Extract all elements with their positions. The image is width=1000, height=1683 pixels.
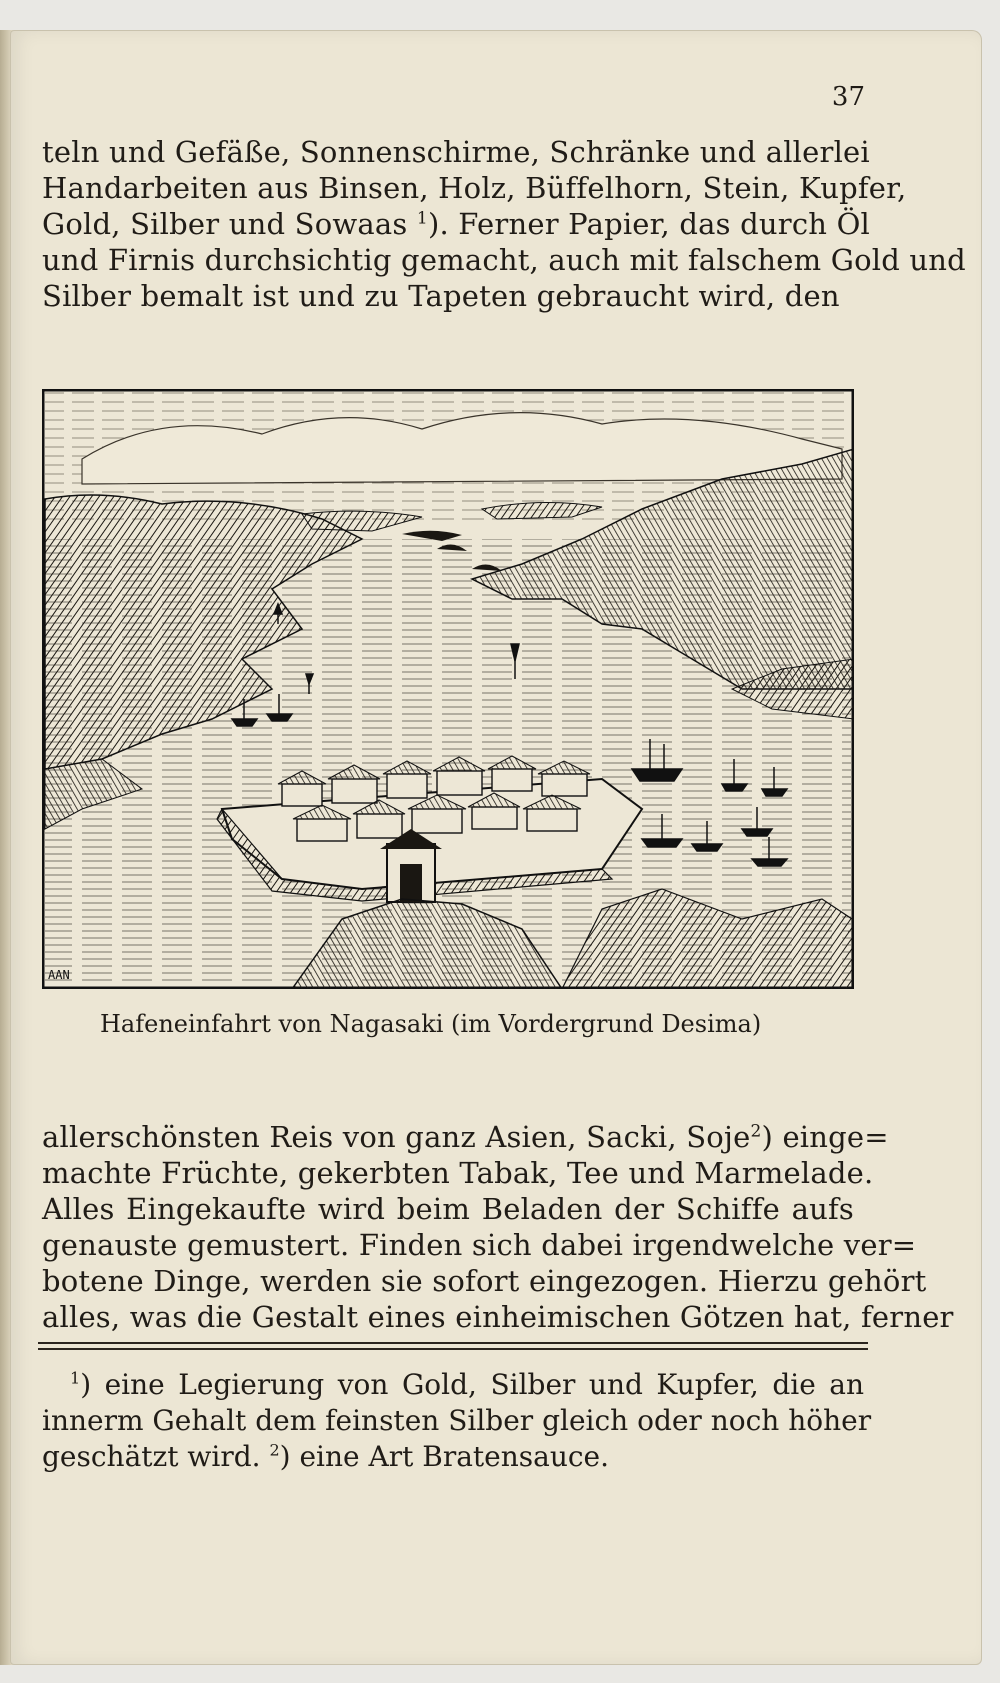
text-line-7: machte Früchte, gekerbten Tabak, Tee und Marmelade. — [42, 1156, 874, 1190]
text-line-10: botene Dinge, werden sie sofort eingezogen. Hierzu gehört — [42, 1264, 927, 1298]
text-line-6-head: allerschönsten Reis von ganz Asien, Sacki, Soje — [42, 1120, 751, 1154]
page-number: 37 — [831, 82, 865, 112]
footnote-ref-2: 2 — [750, 1121, 762, 1142]
footnote-rule-top — [38, 1342, 868, 1344]
text-line-3-head: Gold, Silber und Sowaas — [42, 207, 408, 241]
footnote-ref-1: 1 — [416, 208, 428, 229]
text-line-3 — [42, 207, 871, 241]
footnote-line-1 — [42, 1368, 864, 1401]
harbor-illustration — [42, 389, 854, 989]
text-line-9: genauste gemustert. Finden sich dabei irgendwelche ver= — [42, 1228, 917, 1262]
text-line-8: Alles Eingekaufte wird beim Beladen der Schiffe aufs — [42, 1192, 854, 1226]
footnote-line-3-head: geschätzt wird. — [42, 1440, 261, 1473]
footnote-rule-bottom — [38, 1348, 868, 1350]
text-line-11: alles, was die Gestalt eines einheimischen Götzen hat, ferner — [42, 1300, 954, 1334]
footnote-1-text: ) eine Legierung von Gold, Silber und Kupfer, die an — [80, 1368, 864, 1401]
footnote-1-marker: 1 — [70, 1368, 81, 1388]
illustration-signature: AAN — [48, 968, 70, 982]
figure-caption: Hafeneinfahrt von Nagasaki (im Vordergrund Desima) — [100, 1010, 762, 1038]
footnote-2-text: ) eine Art Bratensauce. — [279, 1440, 610, 1473]
footnote-line-2: innerm Gehalt dem feinsten Silber gleich oder noch höher — [42, 1404, 872, 1437]
footnote-line-3 — [42, 1440, 864, 1473]
text-line-2: Handarbeiten aus Binsen, Holz, Büffelhorn, Stein, Kupfer, — [42, 171, 907, 205]
text-line-4: und Firnis durchsichtig gemacht, auch mit falschem Gold und — [42, 243, 966, 277]
text-line-6 — [42, 1120, 889, 1154]
text-line-3-tail: ). Ferner Papier, das durch Öl — [427, 207, 871, 241]
text-line-1: teln und Gefäße, Sonnenschirme, Schränke und allerlei — [42, 135, 870, 169]
text-line-6-tail: ) einge= — [761, 1120, 889, 1154]
text-line-5: Silber bemalt ist und zu Tapeten gebraucht wird, den — [42, 279, 840, 313]
footnote-2-marker: 2 — [269, 1440, 280, 1460]
